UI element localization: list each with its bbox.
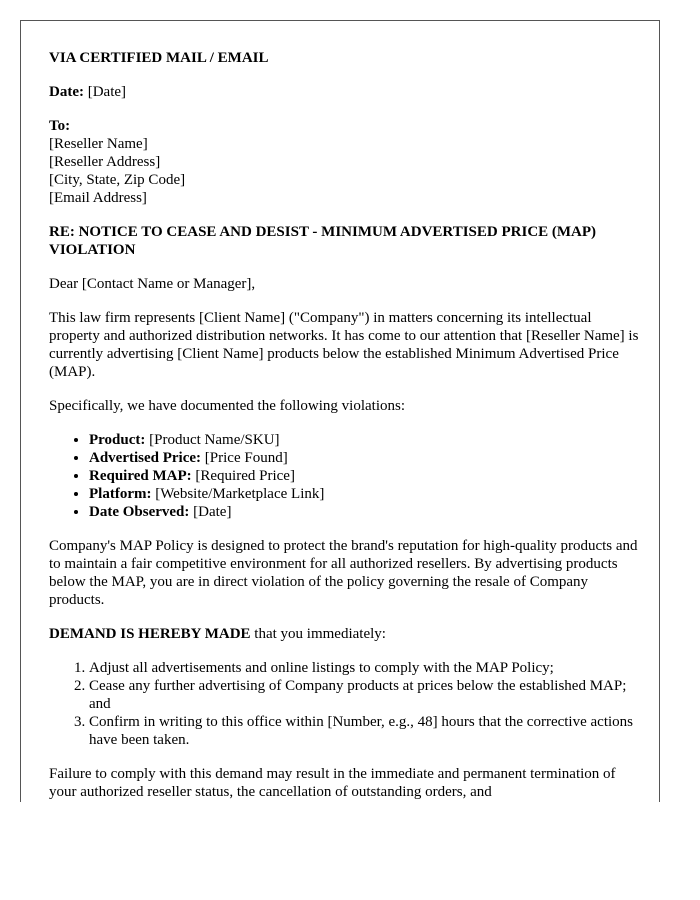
violation-value: [Website/Marketplace Link]: [155, 486, 325, 502]
violations-list: [49, 431, 639, 521]
demand-item: 2. Cease any further advertising of Company products at prices below the established MAP; and: [89, 677, 639, 713]
date-line: [49, 83, 639, 101]
violation-value: [Price Found]: [204, 450, 288, 466]
intro-paragraph: This law firm represents [Client Name] ("Company") in matters concerning its intellectual property and authorized distribution networks. It has come to our attention that [Reseller Name] is currently advertising [Client Name] products below the established Minimum Advertised Price (MAP).: [49, 310, 639, 380]
demand-rest-text: that you immediately:: [250, 626, 386, 642]
recipient-email: [Email Address]: [49, 190, 147, 206]
letter-page: [20, 20, 660, 802]
violation-value: [Date]: [193, 504, 232, 520]
failure-paragraph: Failure to comply with this demand may result in the immediate and permanent termination of your authorized reseller status, the cancellation of outstanding orders, and: [49, 766, 616, 800]
violation-label: Product:: [89, 432, 146, 448]
violation-label: Required MAP:: [89, 468, 192, 484]
violation-value: [Product Name/SKU]: [149, 432, 280, 448]
violation-item-required-map: [89, 467, 639, 485]
recipient-city-state-zip: [City, State, Zip Code]: [49, 172, 186, 188]
recipient-name: [Reseller Name]: [49, 136, 148, 152]
violation-item-product: [89, 431, 639, 449]
violation-item-date-observed: [89, 503, 639, 521]
recipient-address: [Reseller Address]: [49, 154, 161, 170]
violation-item-advertised-price: [89, 449, 639, 467]
delivery-method-header: VIA CERTIFIED MAIL / EMAIL: [49, 50, 269, 66]
demand-item: 3. Confirm in writing to this office within [Number, e.g., 48] hours that the corrective actions have been taken.: [89, 713, 639, 749]
violation-label: Advertised Price:: [89, 450, 202, 466]
violation-label: Date Observed:: [89, 504, 190, 520]
to-label: To:: [49, 118, 71, 134]
recipient-block: [49, 117, 639, 207]
date-label: Date:: [49, 84, 84, 100]
salutation: Dear [Contact Name or Manager],: [49, 276, 256, 292]
letter-body: [49, 49, 639, 802]
violation-value: [Required Price]: [195, 468, 295, 484]
violation-item-platform: [89, 485, 639, 503]
policy-paragraph: Company's MAP Policy is designed to protect the brand's reputation for high-quality products and to maintain a fair competitive environment for all authorized resellers. By advertising products below the MAP, you are in direct violation of the policy governing the resale of Company products.: [49, 538, 638, 608]
demand-bold-text: DEMAND IS HEREBY MADE: [49, 626, 251, 642]
demands-list: [49, 659, 639, 749]
violations-intro: Specifically, we have documented the following violations:: [49, 398, 406, 414]
demand-item: 1. Adjust all advertisements and online listings to comply with the MAP Policy;: [89, 659, 639, 677]
demand-intro: [49, 625, 639, 643]
date-value: [Date]: [87, 84, 127, 100]
subject-line: RE: NOTICE TO CEASE AND DESIST - MINIMUM ADVERTISED PRICE (MAP) VIOLATION: [49, 224, 597, 258]
violation-label: Platform:: [89, 486, 152, 502]
